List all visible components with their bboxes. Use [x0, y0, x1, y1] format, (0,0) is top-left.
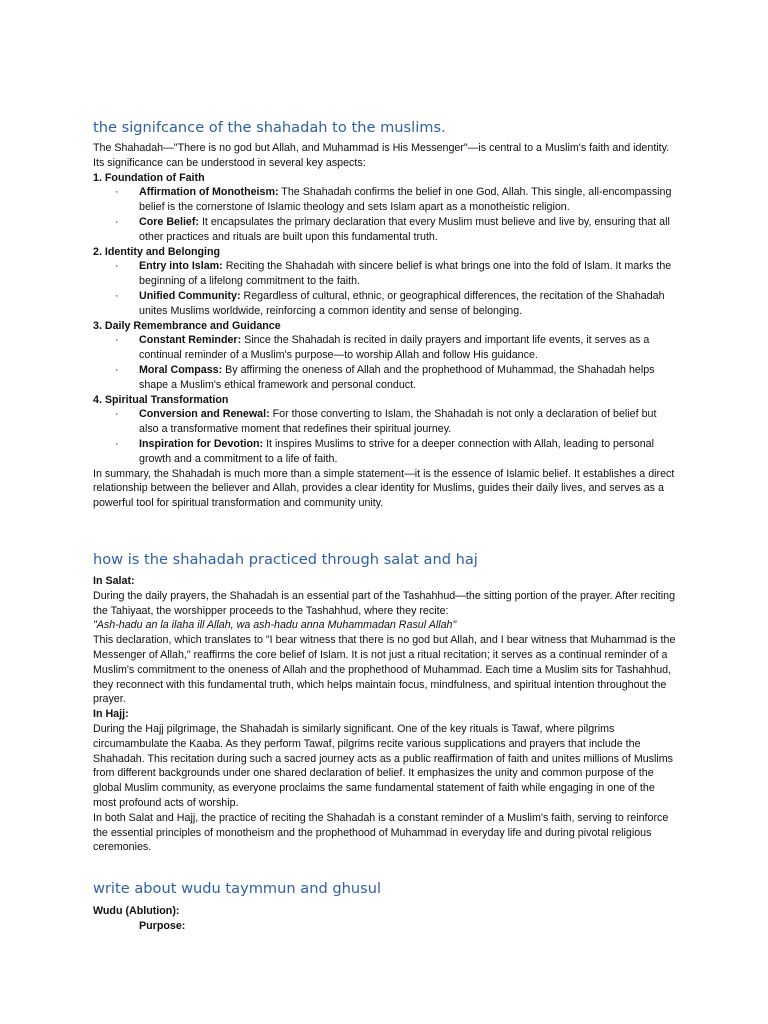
paragraph: In both Salat and Hajj, the practice of reciting the Shahadah is a constant reminder of a Muslim's faith, serving to reinforce the essential principles of monotheism and the prophethood of Muhammad in everyday life and during pivotal religious ceremonies. — [93, 811, 669, 854]
item-term: Conversion and Renewal: — [139, 408, 270, 421]
bullet-icon: · — [115, 408, 119, 421]
list-item — [93, 407, 678, 437]
list-item — [93, 215, 678, 245]
bullet-icon: · — [115, 289, 119, 302]
paragraph: During the daily prayers, the Shahadah is an essential part of the Tashahhud—the sitting portion of the prayer. After reciting the Tahiyaat, the worshipper proceeds to the Tashahhud, where they recite: — [93, 589, 676, 617]
bullet-icon: · — [115, 363, 119, 376]
item-text: For those converting to Islam, the Shahadah is not only a declaration of belief but also a transformative moment that redefines their spiritual journey. — [139, 408, 657, 436]
bullet-list — [93, 333, 678, 392]
item-text: Since the Shahadah is recited in daily prayers and important life events, it serves as a continual reminder of a Muslim's purpose—to worship Allah and follow His guidance. — [139, 334, 650, 362]
section-body — [93, 574, 678, 855]
bullet-list — [93, 407, 678, 466]
aspect-groups — [93, 171, 678, 467]
item-text: By affirming the oneness of Allah and the prophethood of Muhammad, the Shahadah helps shape a Muslim's ethical framework and personal conduct. — [139, 363, 655, 391]
intro-paragraph: The Shahadah—"There is no god but Allah, and Muhammad is His Messenger"—is central to a Muslim's faith and identity. Its significance can be understood in several key aspects: — [93, 142, 670, 169]
section-heading: write about wudu taymmun and ghusul — [93, 880, 382, 897]
aspect-title: 1. Foundation of Faith — [93, 171, 205, 184]
bullet-icon: · — [115, 334, 119, 347]
bullet-icon: · — [115, 437, 119, 450]
paragraph: During the Hajj pilgrimage, the Shahadah is similarly significant. One of the key rituals is Tawaf, where pilgrims circumambulate the Kaaba. As they perform Tawaf, pilgrims recite various supplications and prayers that include the Shahadah. This recitation during such a sacred journey acts as a public reaffirmation of faith and unites millions of Muslims from different backgrounds under one shared declaration of belief. It emphasizes the unity and common purpose of the global Muslim community, as everyone proclaims the same fundamental statement of faith while engaging in one of the most profound acts of worship. — [93, 722, 673, 809]
bullet-list — [93, 259, 678, 318]
item-text: It inspires Muslims to strive for a deeper connection with Allah, leading to personal growth and a commitment to a life of faith. — [139, 437, 654, 465]
paragraph: This declaration, which translates to "I bear witness that there is no god but Allah, and I bear witness that Muhammad is the Messenger of Allah," reaffirms the core belief of Islam. It is not just a ritual recitation; it serves as a continual reminder of a Muslim's commitment to the oneness of Allah and the prophethood of Muhammad. Each time a Muslim sits for Tashahhud, they reconnect with this fundamental truth, which helps maintain focus, mindfulness, and spiritual intention throughout the prayer. — [93, 634, 676, 706]
aspect-title: 4. Spiritual Transformation — [93, 393, 229, 406]
summary-paragraph: In summary, the Shahadah is much more than a simple statement—it is the essence of Islamic belief. It establishes a direct relationship between the believer and Allah, provides a clear identity for Muslims, guides their daily lives, and serves as a powerful tool for spiritual transformation and community unity. — [93, 467, 675, 510]
section-body — [93, 141, 678, 511]
bullet-icon: · — [115, 260, 119, 273]
section-heading: how is the shahadah practiced through salat and haj — [93, 551, 478, 568]
aspect-title: 3. Daily Remembrance and Guidance — [93, 319, 281, 332]
item-text: It encapsulates the primary declaration that every Muslim must believe and live by, ensuring that all other practices and rituals are built upon this fundamental truth. — [139, 215, 670, 243]
bullet-icon: · — [115, 186, 119, 199]
bullet-icon: · — [115, 215, 119, 228]
subheading-wudu: Wudu (Ablution): — [93, 905, 180, 917]
section-heading: the signifcance of the shahadah to the muslims. — [93, 119, 446, 136]
quote: "Ash-hadu an la ilaha ill Allah, wa ash-hadu anna Muhammadan Rasul Allah" — [93, 619, 457, 632]
list-item — [93, 289, 678, 319]
item-term: Entry into Islam: — [139, 260, 223, 273]
list-item — [93, 437, 678, 467]
list-item — [93, 333, 678, 363]
item-text: Reciting the Shahadah with sincere belief is what brings one into the fold of Islam. It marks the beginning of a lifelong commitment to the faith. — [139, 260, 672, 288]
list-item — [93, 259, 678, 289]
item-text: The Shahadah confirms the belief in one God, Allah. This single, all-encompassing belief is the cornerstone of Islamic theology and sets Islam apart as a monotheistic religion. — [139, 186, 672, 214]
subheading-purpose: Purpose: — [139, 919, 186, 932]
subheading-hajj: In Hajj: — [93, 708, 129, 721]
item-term: Moral Compass: — [139, 363, 223, 376]
item-term: Constant Reminder: — [139, 334, 242, 347]
aspect-title: 2. Identity and Belonging — [93, 245, 221, 258]
item-term: Inspiration for Devotion: — [139, 437, 264, 450]
list-item — [93, 185, 678, 215]
item-term: Core Belief: — [139, 215, 199, 228]
bullet-list — [93, 185, 678, 244]
item-term: Affirmation of Monotheism: — [139, 186, 279, 199]
item-text: Regardless of cultural, ethnic, or geographical differences, the recitation of the Shahadah unites Muslims worldwide, reinforcing a common identity and sense of belonging. — [139, 289, 665, 317]
list-item — [93, 363, 678, 393]
section-body — [93, 904, 678, 934]
subheading-salat: In Salat: — [93, 575, 135, 587]
item-term: Unified Community: — [139, 289, 241, 302]
